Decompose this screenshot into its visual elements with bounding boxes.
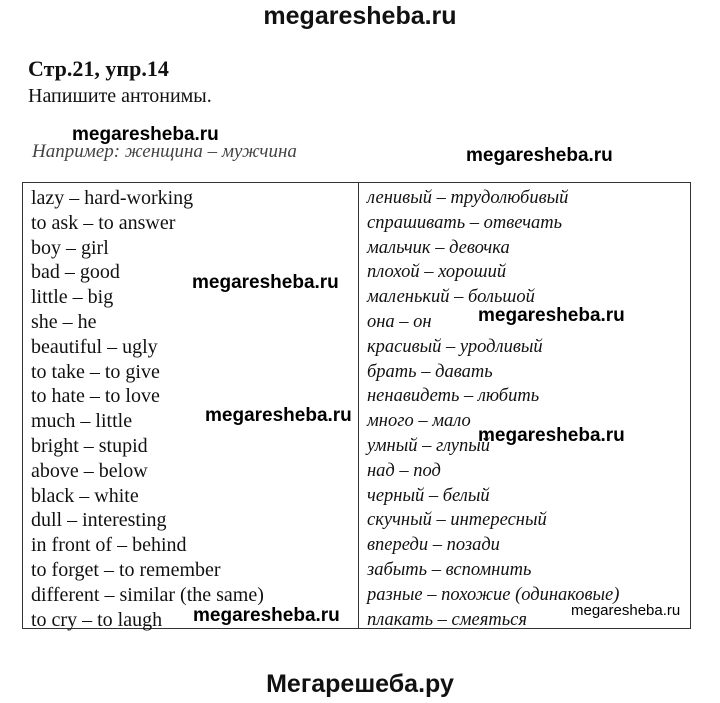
english-pair: to cry – to laugh: [31, 608, 163, 631]
english-pair: to hate – to love: [31, 385, 160, 408]
russian-pair: брать – давать: [367, 361, 493, 382]
exercise-example: Например: женщина – мужчина: [32, 141, 297, 162]
exercise-instruction: Напишите антонимы.: [28, 85, 212, 107]
russian-pair: умный – глупый: [367, 435, 491, 456]
watermark: megaresheba.ru: [192, 272, 339, 293]
russian-pair: много – мало: [367, 411, 471, 432]
english-pair: different – similar (the same): [31, 583, 264, 606]
watermark: megaresheba.ru: [193, 605, 340, 626]
english-pair: to forget – to remember: [31, 558, 221, 581]
russian-pair: она – он: [367, 311, 432, 332]
english-pair: she – he: [31, 310, 97, 333]
watermark: megaresheba.ru: [478, 305, 625, 326]
watermark: megaresheba.ru: [205, 405, 352, 426]
watermark: megaresheba.ru: [72, 124, 219, 145]
site-header: megaresheba.ru: [263, 2, 457, 30]
english-pair: beautiful – ugly: [31, 335, 158, 358]
russian-pair: ленивый – трудолюбивый: [367, 188, 569, 208]
russian-pair: разные – похожие (одинаковые): [367, 584, 620, 605]
english-pair: to take – to give: [31, 360, 160, 383]
watermark: megaresheba.ru: [571, 602, 681, 619]
english-pair: black – white: [31, 484, 139, 507]
russian-pair: красивый – уродливый: [367, 336, 543, 357]
column-divider: [358, 183, 359, 628]
russian-pair: забыть – вспомнить: [367, 559, 532, 580]
russian-pair: плохой – хороший: [367, 262, 507, 283]
russian-pair: спрашивать – отвечать: [367, 212, 563, 233]
english-pair: to ask – to answer: [31, 211, 176, 234]
english-pair: in front of – behind: [31, 534, 187, 557]
russian-pair: черный – белый: [367, 485, 490, 506]
russian-pair: плакать – смеяться: [367, 609, 527, 630]
english-pair: lazy – hard-working: [31, 187, 194, 209]
russian-pair: маленький – большой: [367, 287, 535, 308]
watermark: megaresheba.ru: [478, 425, 625, 446]
english-pair: bad – good: [31, 261, 120, 284]
english-pair: dull – interesting: [31, 509, 167, 532]
english-pair: much – little: [31, 410, 133, 433]
site-footer: Мегарешеба.ру: [266, 670, 454, 698]
russian-column: [367, 186, 619, 632]
russian-pair: мальчик – девочка: [367, 237, 510, 258]
russian-pair: впереди – позади: [367, 535, 500, 556]
english-pair: little – big: [31, 286, 114, 309]
exercise-reference: Стр.21, упр.14: [28, 56, 169, 81]
russian-pair: ненавидеть – любить: [367, 386, 540, 407]
english-pair: boy – girl: [31, 236, 109, 259]
watermark: megaresheba.ru: [466, 145, 613, 166]
english-pair: above – below: [31, 459, 148, 482]
russian-pair: скучный – интересный: [367, 510, 547, 531]
english-pair: bright – stupid: [31, 434, 148, 457]
antonyms-table: [22, 182, 691, 629]
russian-pair: над – под: [367, 460, 441, 481]
